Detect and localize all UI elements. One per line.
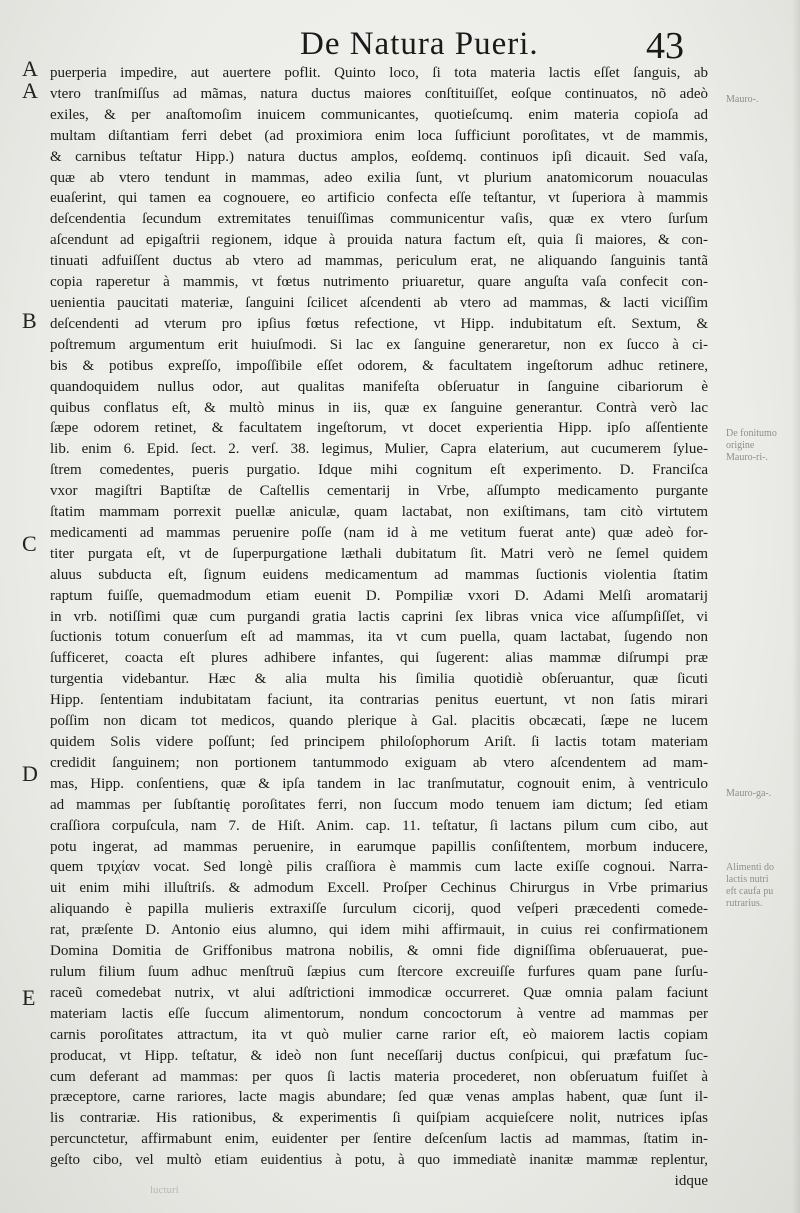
text-line: exiles, & per anaſtomoſim inuicem communicantes, quotieſcumq. enim materia copioſa ad: [50, 106, 708, 123]
text-line: raceũ comedebat nutrix, vt alui adſtrictioni immodicæ occurreret. Quæ omnia palam faciunt: [50, 984, 708, 1001]
bleed-through-text: lucturi: [150, 1184, 179, 1196]
text-line: idque: [674, 1173, 708, 1190]
text-line: vxor magiſtri Baptiſtæ de Caſtellis cementarij in Vrbe, aſſumpto medicamento purgante: [50, 483, 708, 500]
text-line: raptum fuiſſe, quemadmodum etiam euenit D. Pompiliæ vxori D. Adami Melſi aromatarij: [50, 587, 708, 604]
text-line: quæ ab vtero tendunt in mammas, adeo exilia ſunt, vt plurium anatomicorum nouaculas: [50, 169, 708, 186]
text-line: lis contrariæ. His rationibus, & experimentis ſi quiſpiam acquieſcere nolit, nutrices ipſas: [50, 1110, 708, 1127]
text-line: poſtremum argumentum erit huiuſmodi. Si lac ex ſanguine generaretur, non ex ſucco à ci-: [50, 336, 708, 353]
margin-note: De fonitumo origine Mauro-ri-.: [726, 428, 777, 463]
text-line: multam diſtantiam ferri debet (ad proximiora enim loca ſufficiunt poroſitates, vt de mammis,: [50, 127, 708, 144]
text-line: credidit ſanguinem; non portionem tantummodo exiguam ab vtero aſcendentem ad mam-: [50, 754, 708, 771]
text-line: ſæpe odorem retinet, & facultatem ingeſtorum, vt docet experientia Hipp. ipſo aſſentiente: [50, 420, 708, 437]
margin-note: Mauro-.: [726, 94, 759, 105]
text-line: ſtrem comedentes, pueris purgatio. Idque mihi cognitum eſt experimento. D. Franciſca: [50, 462, 708, 479]
section-mark-d: D: [22, 761, 38, 786]
text-line: rat, præſente D. Antonio eius alumno, qui idem mihi affirmauit, in cuius rei confirmationem: [50, 922, 708, 939]
text-line: ſtatim mammam porrexit puellæ aniculæ, quam lactabat, non exiſtimans, tam citò virtutem: [50, 504, 708, 521]
section-mark-a: A: [22, 78, 38, 103]
text-line: ſufficeret, coacta eſt plures adhibere infantes, qui ſugerent: alias mammæ diſrumpi præ: [50, 650, 708, 667]
section-mark-e: E: [22, 985, 36, 1010]
text-line: mas, Hipp. conſentiens, quæ & ipſa tandem in lac tranſmutatur, cognouit enim, à ventriculo: [50, 775, 708, 792]
text-line: materiam lactis eſſe ſuccum alimentorum, nondum concoctorum à ventre ad mammas per: [50, 1005, 708, 1022]
text-line: turgentia videbantur. Hæc & alia multa his ſimilia quotidiè obſeruantur, quæ ſicuti: [50, 671, 708, 688]
text-line: euaſerint, qui tamen ea cognouere, eo artificio confecta eſſe teſtantur, vt ſuperiora à mammis: [50, 190, 708, 207]
text-line: bis & potibus expreſſo, impoſſibile eſſet odorem, & facultatem ingeſtorum adhuc retinere,: [50, 357, 708, 374]
text-line: craſſiora corpuſcula, nam 7. de Hiſt. Anim. cap. 11. teſtatur, ſi lactans pilum cum cibo, aut: [50, 817, 708, 834]
text-line: Domina Domitia de Griffonibus matrona nobilis, & omni fide digniſſima obſeruauerat, pue-: [50, 943, 708, 960]
text-line: Hipp. ſententiam indubitatam faciunt, ita contrarias penitus euertunt, vt non ſatis mirari: [50, 692, 708, 709]
text-line: & carnibus teſtatur Hipp.) natura ductus amplos, eoſdemq. continuos ipſi dicauit. Sed vaſa,: [50, 148, 708, 165]
text-line: uit enim mihi illuſtriſs. & admodum Excell. Proſper Cechinus Chirurgus in Vrbe primarius: [50, 880, 708, 897]
text-line: quidem Solis videre poſſunt; ſed principem philoſophorum Ariſt. ſi lactis totam materiam: [50, 734, 708, 750]
margin-note: Mauro-ga-.: [726, 788, 772, 799]
text-line: quibus conflatus eſt, & multò minus in iis, quæ ex ſanguine generantur. Contrà verò lac: [50, 399, 708, 416]
text-line: rulum filium ſuum adhuc menſtruũ ſæpius cum ſtercore excreuiſſe furfures quam pane ſurſu-: [50, 963, 708, 980]
section-mark-c: C: [22, 531, 37, 556]
text-line: aluus subducta eſt, ſignum euidens medicamentum ad mammas ſuctionis violentia ſtatim: [50, 566, 708, 583]
section-mark-a-top: A: [22, 56, 38, 81]
text-line: lib. enim 6. Epid. ſect. 2. verſ. 38. legimus, Mulier, Capra elaterium, aut cucumerem ſylue-: [50, 441, 708, 458]
text-line: cum deferant ad mammas: per quos ſi lactis materia procederet, non obſeruatum fuiſſet à: [50, 1068, 708, 1085]
text-line: potu ingerat, ad mammas peruenire, in earumque papillis conſiſtentem, morbum inducere,: [50, 838, 708, 855]
margin-note: Alimenti do lactis nutri eft caufa pu rutrarius.: [726, 862, 775, 909]
scan-edge-shadow: [792, 0, 800, 1213]
text-line: vtero tranſmiſſus ad mãmas, natura ductus maiores conſtituiſſet, eoſque continuatos, nõ adeò: [50, 85, 708, 102]
text-line: quandoquidem nullus odor, aut qualitas manifeſta obſeruatur in ſanguine cibariorum è: [50, 378, 708, 395]
text-line: tinuati adfuiſſent ductus ab vtero ad mammas, periculum erat, ne aliquando ſanguinis tantã: [50, 253, 708, 270]
text-line: percunctetur, affirmabunt enim, euidenter per ſentire deſcenſum lactis ad mammas, ſtatim in-: [50, 1131, 708, 1148]
text-line: uenientia paucitati materiæ, ſanguini ſcilicet aſcendenti ab vtero ad mammas, & lacti viciſſim: [50, 294, 708, 311]
text-line: titer purgata eſt, vt de ſuperpurgatione læthali dubitatum ſit. Matri verò ne ſemel quidem: [50, 545, 708, 562]
body-text: [50, 63, 708, 1192]
page-number: 43: [646, 25, 684, 67]
text-line: copia raperetur à mammis, vt fœtus nutrimento priuaretur, quare anguſta vaſa confecit con-: [50, 274, 708, 291]
text-line: ſuctionis totum conuerſum eſt ad mammas, ita vt cum puella, quam lactabat, ſugendo non: [50, 629, 708, 646]
text-line: aſcendunt ad epigaſtrii regionem, idque à prouida natura factum eſt, quia ſi maiores, & con-: [50, 232, 708, 249]
text-line: geſto cibo, vel multò etiam euidentius à potu, à quo immediatè inanitæ mammæ replentur,: [50, 1152, 708, 1169]
running-title: De Natura Pueri.: [300, 26, 539, 62]
text-line: in vrb. notiſſimi quæ cum purgandi gratia lactis caprini ſex libras vnica vice aſſumpſiſſet, vi: [50, 608, 708, 625]
text-line: aliquando è papilla mulieris extraxiſſe ſurculum cicorij, quod veſperi præcedenti comede-: [50, 901, 708, 918]
text-line: deſcendentia ſecundum extremitates tenuiſſimas communicentur vaſis, quæ ex vtero ſurſum: [50, 211, 708, 228]
section-mark-b: B: [22, 308, 37, 333]
text-line: præceptore, carne rariores, lacte magis abundare; ſed quæ venas amplas habent, quæ ſunt il-: [50, 1089, 708, 1106]
text-line: ad mammas per ſubſtantię poroſitates ferri, non ſuccum modo tenuem iam dictum; ſed etiam: [50, 796, 708, 813]
text-line: poſſim non dicam tot medicos, quando plerique à Gal. placitis obcæcati, ſæpe ne lucem: [50, 713, 708, 730]
text-line: producat, vt Hipp. teſtatur, & ideò non ſunt neceſſarij ductus conſpicui, qui præfatum ſuc-: [50, 1047, 708, 1064]
text-line: quem τριχίαν vocat. Sed longè pilis craſſiora è mammis cum lacte exiſſe cognoui. Narra-: [50, 859, 708, 876]
text-line: medicamenti ad mammas peruenire poſſe (nam id à me vetitum fuerat ante) quæ adeò for-: [50, 524, 708, 541]
text-line: puerperia impedire, aut auertere poflit. Quinto loco, ſi tota materia lactis eſſet ſanguis, ab: [50, 65, 708, 81]
text-line: carnis poroſitates attractum, ita vt quò mulier carne rarior eſt, eò maiorem lactis copiam: [50, 1026, 708, 1043]
text-line: deſcendenti ad vterum pro ipſius fœtus refectione, vt Hipp. indubitatum eſt. Sextum, &: [50, 315, 708, 332]
